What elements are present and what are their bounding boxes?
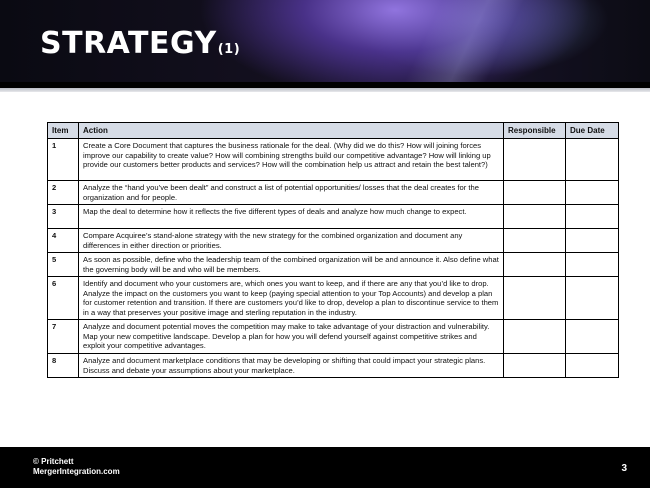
- website-text: MergerIntegration.com: [33, 467, 120, 476]
- due-date-cell[interactable]: [566, 181, 619, 205]
- table-header-row: [48, 123, 619, 139]
- item-number: 4: [48, 229, 79, 253]
- header-light-beam: [380, 0, 570, 88]
- item-number: 6: [48, 277, 79, 320]
- responsible-cell[interactable]: [504, 277, 566, 320]
- item-number: 8: [48, 354, 79, 378]
- page-number: 3: [621, 463, 627, 474]
- due-date-cell[interactable]: [566, 139, 619, 181]
- table-row: [48, 320, 619, 354]
- column-header-due-date: Due Date: [566, 123, 619, 139]
- responsible-cell[interactable]: [504, 354, 566, 378]
- column-header-action: Action: [79, 123, 504, 139]
- slide-footer: [0, 447, 650, 488]
- slide-title: [40, 26, 240, 61]
- item-number: 7: [48, 320, 79, 354]
- responsible-cell[interactable]: [504, 139, 566, 181]
- header-divider: [0, 88, 650, 92]
- action-text: Map the deal to determine how it reflects the five different types of deals and analyze how much change to expect.: [79, 205, 504, 229]
- item-number: 5: [48, 253, 79, 277]
- action-table: [47, 122, 619, 378]
- responsible-cell[interactable]: [504, 205, 566, 229]
- column-header-responsible: Responsible: [504, 123, 566, 139]
- action-text: Create a Core Document that captures the business rationale for the deal. (Why did we do this? How will joining forces improve our capability to create value? How will combining strengths build our competitive advantage? How will linking up provide our customers better products and services? How will the combination help us attract and retain the best talent?): [79, 139, 504, 181]
- column-header-item: Item: [48, 123, 79, 139]
- table-row: [48, 181, 619, 205]
- due-date-cell[interactable]: [566, 320, 619, 354]
- item-number: 3: [48, 205, 79, 229]
- due-date-cell[interactable]: [566, 354, 619, 378]
- action-text: Identify and document who your customers are, which ones you want to keep, and if there are any that you’d like to drop. Analyze the impact on the customers you want to keep (paying special attention to your Top Accounts) and develop a plan for customer retention and transition. If there are customers you’d like to drop, develop a plan to discontinue service to them in a way that preserves your positive image and sterling reputation in the industry.: [79, 277, 504, 320]
- action-text: As soon as possible, define who the leadership team of the combined organization will be and announce it. Also define what the governing body will be and who will be members.: [79, 253, 504, 277]
- responsible-cell[interactable]: [504, 253, 566, 277]
- action-text: Compare Acquiree’s stand-alone strategy with the new strategy for the combined organization and document any differences in either direction or priorities.: [79, 229, 504, 253]
- copyright-text: © Pritchett: [33, 457, 74, 466]
- item-number: 2: [48, 181, 79, 205]
- table-row: [48, 354, 619, 378]
- title-suffix: (1): [217, 42, 241, 57]
- item-number: 1: [48, 139, 79, 181]
- action-text: Analyze the “hand you’ve been dealt” and construct a list of potential opportunities/ losses that the deal creates for the organization and for people.: [79, 181, 504, 205]
- action-text: Analyze and document potential moves the competition may make to take advantage of your distraction and vulnerability. Map your new competitive landscape. Develop a plan for how you will defend yourself against competitive strikes and exploit your competitive advantages.: [79, 320, 504, 354]
- action-table-container: [47, 122, 618, 378]
- table-row: [48, 229, 619, 253]
- table-row: [48, 205, 619, 229]
- due-date-cell[interactable]: [566, 229, 619, 253]
- action-text: Analyze and document marketplace conditions that may be developing or shifting that could impact your strategic plans. Discuss and debate your assumptions about your marketplace.: [79, 354, 504, 378]
- responsible-cell[interactable]: [504, 181, 566, 205]
- due-date-cell[interactable]: [566, 253, 619, 277]
- title-text: STRATEGY: [40, 26, 217, 61]
- slide-header: [0, 0, 650, 88]
- responsible-cell[interactable]: [504, 320, 566, 354]
- table-row: [48, 253, 619, 277]
- footer-branding: [33, 457, 120, 477]
- due-date-cell[interactable]: [566, 205, 619, 229]
- table-row: [48, 139, 619, 181]
- responsible-cell[interactable]: [504, 229, 566, 253]
- table-row: [48, 277, 619, 320]
- due-date-cell[interactable]: [566, 277, 619, 320]
